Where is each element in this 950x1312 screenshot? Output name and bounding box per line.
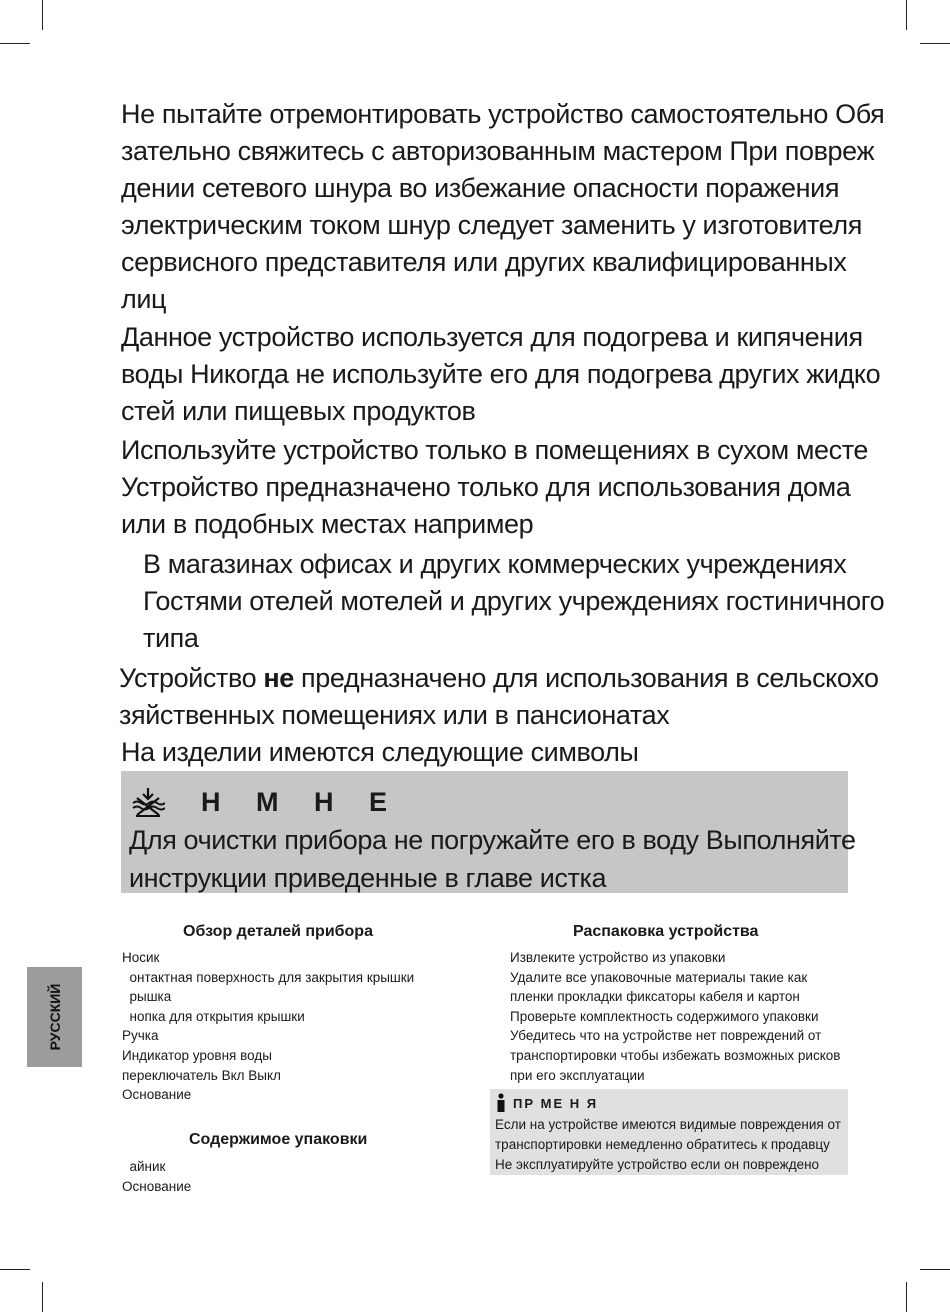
note-header: [495, 1093, 598, 1113]
text-line: Не пытайте отремонтировать устройство самостоятельно Обя: [121, 99, 885, 129]
text-span: предназначено для использования в сельскохо: [293, 663, 879, 693]
no-immersion-icon: [131, 785, 165, 819]
list-item: Извлеките устройство из упаковки: [510, 950, 726, 965]
list-item: Проверьте комплектность содержимого упаковки: [510, 1008, 819, 1024]
text-line: транспортировки немедленно обратитесь к продавцу: [495, 1137, 830, 1152]
caution-text: [129, 821, 856, 897]
parts-title: Обзор деталей прибора: [183, 923, 373, 940]
list-item: транспортировки чтобы избежать возможных рисков: [510, 1047, 841, 1063]
text-line: дении сетевого шнура во избежание опасности поражения: [121, 173, 840, 203]
crop-mark: [920, 43, 950, 44]
text-line: электрическим током шнур следует заменить у изготовителя: [121, 210, 862, 240]
contents-list: [122, 1157, 191, 1196]
list-item: пленки прокладки фиксаторы кабеля и картон: [510, 989, 800, 1005]
crop-mark: [0, 1269, 30, 1270]
caution-header: [131, 785, 401, 819]
crop-mark: [0, 43, 30, 44]
text-line: Устройство предназначено только для использования дома: [121, 472, 851, 502]
crop-mark: [920, 1269, 950, 1270]
text-line: зяйственных помещениях или в пансионатах: [119, 700, 670, 730]
list-item: Гостями отелей мотелей и других учреждениях гостиничного: [143, 586, 885, 616]
emphasis-text: не: [263, 663, 294, 693]
list-item: онтактная поверхность для закрытия крышки: [122, 969, 415, 985]
language-tab: [27, 967, 82, 1067]
list-item: рышка: [122, 989, 172, 1005]
list-item: айник: [122, 1159, 166, 1174]
crop-mark: [906, 0, 907, 30]
info-icon: [495, 1093, 507, 1113]
paragraph-symbols: [121, 734, 639, 771]
text-line: [119, 660, 879, 697]
parts-list: [122, 948, 414, 1105]
text-line: Для очистки прибора не погружайте его в воду Выполняйте: [129, 825, 856, 855]
list-item: Ручка: [122, 1028, 159, 1044]
unpacking-title: Распаковка устройства: [573, 923, 759, 940]
crop-mark: [906, 1282, 907, 1312]
note-title: ПР МЕ Н Я: [513, 1095, 599, 1111]
list-item: типа: [143, 623, 199, 653]
list-item: Индикатор уровня воды: [122, 1047, 272, 1063]
text-line: стей или пищевых продуктов: [121, 396, 476, 426]
text-line: инструкции приведенные в главе истка: [129, 863, 607, 893]
text-line: воды Никогда не используйте его для подогрева других жидко: [121, 359, 881, 389]
paragraph-not-intended: [119, 660, 879, 734]
list-item: Основание: [122, 1087, 192, 1103]
caution-box: [121, 771, 856, 893]
list-item: нопка для открытия крышки: [122, 1008, 305, 1024]
paragraph-indoor: [121, 432, 868, 543]
crop-mark: [42, 0, 43, 30]
text-line: Используйте устройство только в помещениях в сухом месте: [121, 435, 869, 465]
text-line: сервисного представителя или других квалифицированных: [121, 247, 847, 277]
crop-mark: [42, 1282, 43, 1312]
list-item: Убедитесь что на устройстве нет повреждений от: [510, 1028, 822, 1044]
text-line: или в подобных местах например: [121, 509, 534, 539]
list-item: В магазинах офисах и других коммерческих учреждениях: [143, 549, 847, 579]
unpacking-list: [510, 948, 840, 1085]
text-line: Данное устройство используется для подогрева и кипячения: [121, 322, 863, 352]
paragraph-repair: [121, 96, 884, 318]
list-item: Удалите все упаковочные материалы такие как: [510, 969, 808, 985]
text-span: Устройство: [119, 663, 264, 693]
list-item: переключатель Вкл Выкл: [122, 1067, 281, 1083]
indented-list: [143, 546, 884, 657]
list-item: Основание: [122, 1178, 192, 1194]
note-text: [495, 1115, 841, 1175]
list-item: Носик: [122, 950, 160, 965]
contents-title: Содержимое упаковки: [189, 1131, 368, 1148]
note-box: [490, 1089, 848, 1175]
text-line: зательно свяжитесь с авторизованным мастером При повреж: [121, 136, 875, 166]
text-line: На изделии имеются следующие символы: [121, 737, 639, 767]
language-tab-label: РУССКИЙ: [46, 983, 63, 1051]
text-line: Если на устройстве имеются видимые повреждения от: [495, 1117, 841, 1132]
text-line: лиц: [121, 284, 167, 314]
text-line: Не эксплуатируйте устройство если он повреждено: [495, 1157, 820, 1172]
list-item: при его эксплуатации: [510, 1067, 645, 1083]
paragraph-usage: [121, 319, 880, 430]
caution-title: Н М Н Е: [201, 786, 402, 817]
